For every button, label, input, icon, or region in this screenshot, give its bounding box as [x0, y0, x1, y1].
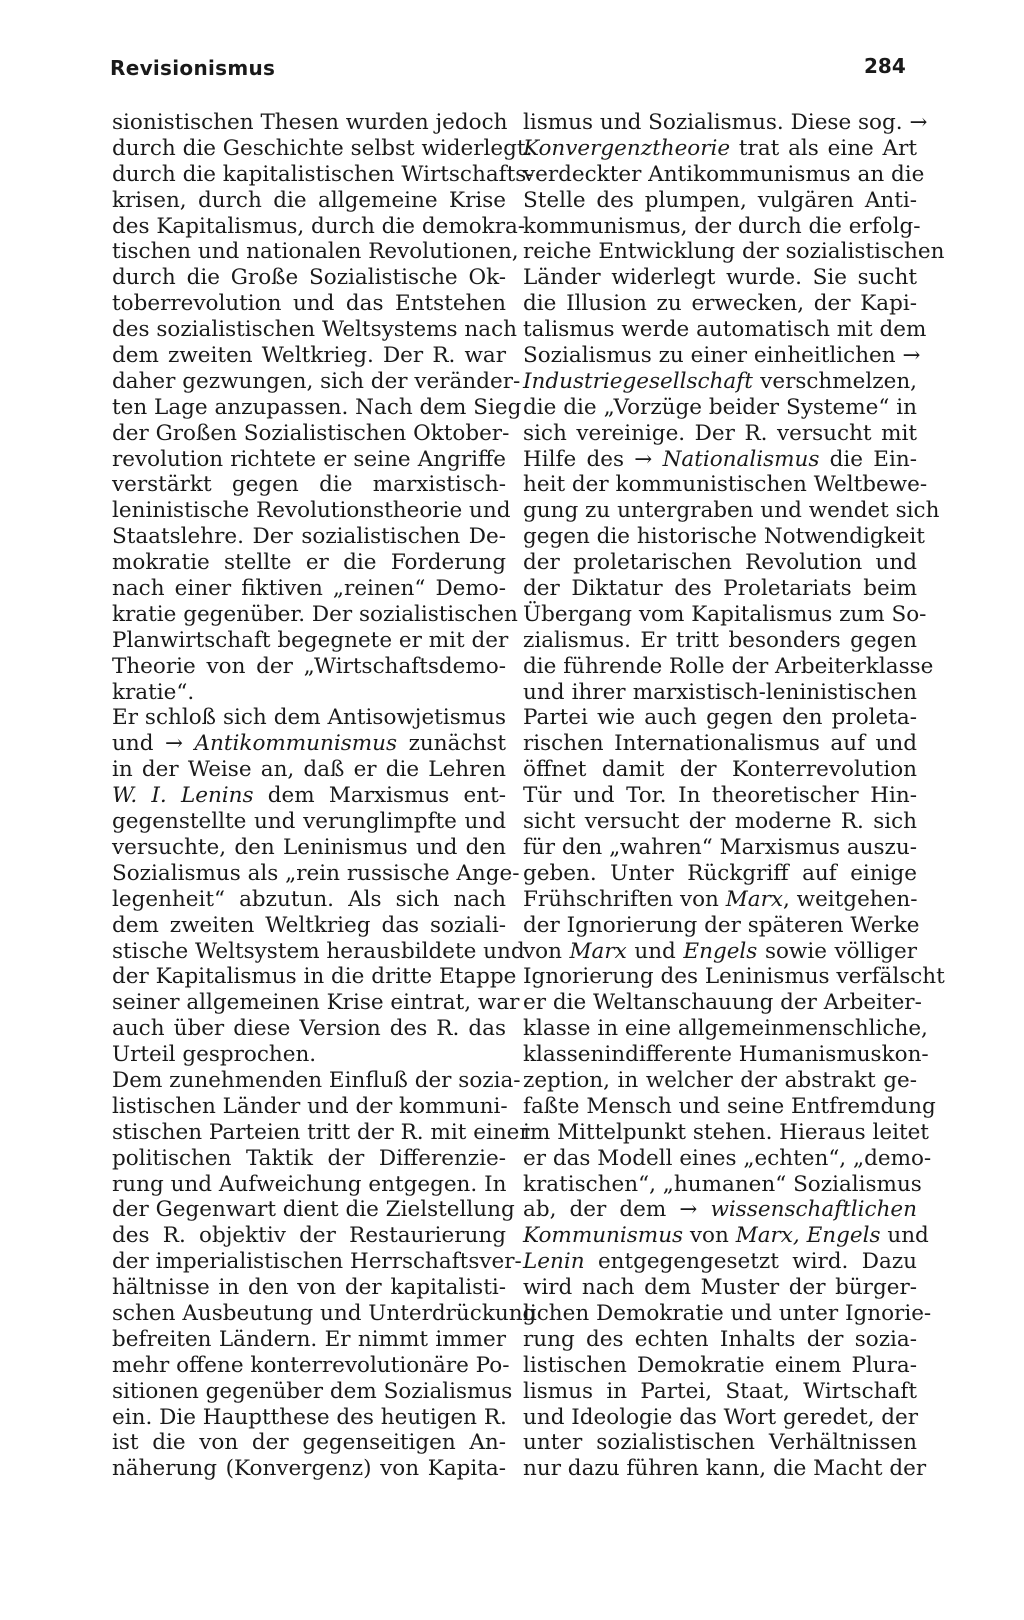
text-line: [523, 887, 917, 913]
text-line: [523, 524, 925, 550]
text-segment: Dem zunehmenden Einfluß der sozia-: [112, 1067, 521, 1093]
text-segment: faßte Mensch und seine Entfremdung: [523, 1093, 936, 1119]
text-line: [112, 887, 506, 913]
text-line: [523, 1405, 917, 1431]
text-line: [112, 654, 506, 680]
text-segment: listischen Demokratie einem Plura-: [523, 1352, 917, 1378]
text-segment: und: [880, 1223, 929, 1249]
text-line: [112, 783, 506, 809]
text-segment: des Kapitalismus, durch die demokra-: [112, 213, 526, 239]
text-line: [112, 680, 506, 706]
text-line: [112, 1300, 537, 1327]
text-line: [112, 239, 519, 265]
text-segment: näherung (Konvergenz) von Kapita-: [112, 1456, 506, 1482]
text-line: [112, 809, 506, 835]
text-segment: [697, 1197, 710, 1222]
text-line: [523, 110, 928, 136]
text-segment: klasse in eine allgemeinmenschliche,: [523, 1016, 928, 1042]
text-segment: unter sozialistischen Verhältnissen: [523, 1430, 917, 1456]
text-segment: und ihrer marxistisch-leninistischen: [523, 679, 917, 705]
text-segment: legenheit“ abzutun. Als sich nach: [112, 886, 506, 912]
text-line: [523, 1171, 922, 1198]
text-segment: ab, der dem: [523, 1197, 680, 1223]
text-segment: stischen Parteien tritt der R. mit einer: [112, 1119, 530, 1145]
text-segment: rung und Aufweichung entgegen. In: [112, 1171, 507, 1197]
text-segment: er die Weltanschauung der Arbeiter-: [523, 990, 922, 1016]
text-line: [523, 1223, 929, 1249]
text-segment: durch die Große Sozialistische Ok-: [112, 265, 506, 291]
running-head: Revisionismus: [110, 56, 276, 80]
text-segment: sowie völliger: [757, 938, 917, 964]
text-line: [112, 1327, 506, 1353]
text-segment: Urteil gesprochen.: [112, 1042, 317, 1068]
text-line: [523, 1119, 929, 1146]
cross-reference-term: Antikommunismus: [194, 731, 398, 757]
text-line: [112, 472, 506, 498]
text-line: [523, 1379, 917, 1405]
text-line: [523, 369, 917, 395]
text-line: [523, 1327, 917, 1353]
text-line: [112, 1067, 521, 1094]
text-segment: sich vereinige. Der R. versucht mit: [523, 420, 917, 446]
text-segment: dem zweiten Weltkrieg. Der R. war: [112, 343, 506, 369]
text-segment: sicht versucht der moderne R. sich: [523, 809, 917, 835]
text-line: [523, 835, 917, 861]
cross-reference-term: Kommunismus: [523, 1223, 684, 1249]
text-line: [112, 1456, 506, 1482]
text-line: [523, 601, 927, 628]
text-line: [112, 343, 506, 369]
text-line: [523, 1197, 917, 1223]
text-line: [112, 1352, 510, 1379]
text-line: [112, 394, 522, 421]
text-segment: geben. Unter Rückgriff auf einige: [523, 860, 917, 886]
text-line: [523, 550, 917, 576]
text-line: [523, 498, 940, 524]
text-line: [523, 317, 927, 343]
text-line: [112, 265, 506, 291]
text-segment: zeption, in welcher der abstrakt ge-: [523, 1067, 917, 1093]
text-segment: kratie“.: [112, 679, 195, 705]
text-segment: revolution richtete er seine Angriffe: [112, 446, 506, 472]
cross-reference-term: Marx: [725, 886, 783, 912]
text-segment: Tür und Tor. In theoretischer Hin-: [523, 783, 917, 809]
text-line: [112, 1146, 506, 1172]
text-segment: im Mittelpunkt stehen. Hieraus leitet: [523, 1119, 929, 1145]
text-line: [112, 1249, 522, 1275]
text-segment: von: [683, 1223, 736, 1249]
text-line: [523, 1249, 917, 1275]
text-line: [112, 1094, 506, 1120]
text-line: [112, 835, 506, 861]
text-line: [523, 861, 917, 887]
text-line: [112, 990, 520, 1016]
text-line: [523, 731, 917, 757]
text-segment: heit der kommunistischen Weltbewe-: [523, 472, 928, 498]
left-text-column: [112, 110, 537, 1482]
text-segment: Hilfe des: [523, 446, 635, 472]
text-line: [523, 1016, 928, 1042]
text-segment: daher gezwungen, sich der veränder-: [112, 368, 521, 394]
text-segment: versuchte, den Leninismus und den: [112, 834, 506, 860]
text-line: [112, 627, 509, 654]
text-segment: die Illusion zu erwecken, der Kapi-: [523, 291, 917, 317]
text-line: [523, 628, 917, 654]
text-segment: der proletarischen Revolution und: [523, 550, 917, 576]
text-segment: ein. Die Hauptthese des heutigen R.: [112, 1404, 507, 1430]
text-segment: gegenstellte und verunglimpfte und: [112, 809, 506, 835]
text-segment: sionistischen Thesen wurden jedoch: [112, 110, 508, 135]
text-segment: der Ignorierung der späteren Werke: [523, 912, 920, 938]
text-segment: [183, 731, 195, 756]
text-line: [112, 576, 506, 602]
text-segment: lismus in Partei, Staat, Wirtschaft: [523, 1378, 917, 1404]
text-line: [112, 368, 521, 395]
text-line: [523, 421, 917, 447]
text-segment: nach einer fiktiven „reinen“ Demo-: [112, 576, 506, 602]
text-segment: kratischen“, „humanen“ Sozialismus: [523, 1171, 922, 1197]
text-segment: stische Weltsystem herausbildete und: [112, 938, 525, 964]
text-segment: schen Ausbeutung und Unterdrückung: [112, 1300, 537, 1326]
text-line: [112, 524, 506, 550]
cross-reference-term: Industriegesellschaft: [523, 368, 753, 394]
text-line: [112, 705, 506, 731]
text-segment: hältnisse in den von der kapitalisti-: [112, 1275, 506, 1301]
text-segment: für den „wahren“ Marxismus auszu-: [523, 834, 917, 860]
text-line: [112, 938, 525, 965]
text-segment: rischen Internationalismus auf und: [523, 731, 917, 757]
text-segment: die Ein-: [819, 446, 917, 472]
text-line: [523, 447, 917, 473]
text-segment: Übergang vom Kapitalismus zum So-: [523, 601, 927, 627]
text-line: [523, 472, 928, 498]
text-line: [523, 1353, 917, 1379]
text-line: [523, 1068, 917, 1094]
cross-reference-term: wissenschaftlichen: [710, 1197, 917, 1223]
text-line: [523, 136, 917, 162]
text-line: [112, 860, 520, 887]
text-line: [112, 1378, 513, 1405]
cross-reference-term: W. I. Lenins: [112, 783, 254, 809]
text-segment: leninistische Revolutionstheorie und: [112, 498, 511, 524]
cross-reference-arrow-icon: →: [909, 110, 928, 135]
text-line: [112, 317, 517, 343]
text-line: [523, 161, 925, 188]
text-line: [112, 420, 510, 447]
text-segment: und Ideologie das Wort geredet, der: [523, 1404, 919, 1430]
text-segment: mehr offene konterrevolutionäre Po-: [112, 1352, 510, 1378]
text-segment: talismus werde automatisch mit dem: [523, 317, 927, 343]
text-line: [112, 1197, 515, 1223]
text-line: [112, 731, 506, 757]
text-segment: verstärkt gegen die marxistisch-: [112, 472, 506, 498]
cross-reference-term: Nationalismus: [662, 446, 820, 472]
text-line: [112, 291, 506, 317]
cross-reference-term: Marx: [569, 938, 627, 964]
text-line: [523, 1042, 929, 1068]
text-line: [523, 1093, 936, 1120]
text-segment: wird nach dem Muster der bürger-: [523, 1275, 917, 1301]
text-segment: Staatslehre. Der sozialistischen De-: [112, 524, 506, 550]
text-line: [112, 110, 506, 136]
text-segment: tischen und nationalen Revolutionen,: [112, 239, 519, 265]
text-segment: krisen, durch die allgemeine Krise: [112, 187, 506, 213]
text-line: [523, 1145, 932, 1172]
text-line: [112, 1430, 506, 1456]
text-segment: durch die kapitalistischen Wirtschafts-: [112, 161, 534, 187]
text-line: [523, 239, 945, 265]
text-segment: der Diktatur des Proletariats beim: [523, 576, 917, 602]
text-segment: Er schloß sich dem Antisowjetismus: [112, 705, 506, 731]
text-line: [112, 1172, 506, 1198]
cross-reference-arrow-icon: →: [164, 731, 183, 757]
text-line: [523, 188, 917, 214]
text-segment: zunächst: [397, 731, 506, 757]
text-segment: Stelle des plumpen, vulgären Anti-: [523, 187, 917, 213]
text-line: [112, 135, 533, 162]
text-line: [523, 990, 922, 1016]
text-segment: der Gegenwart dient die Zielstellung: [112, 1197, 515, 1223]
text-segment: Partei wie auch gegen den proleta-: [523, 705, 917, 731]
text-segment: verschmelzen,: [752, 368, 917, 394]
text-line: [112, 1119, 530, 1146]
text-segment: der Kapitalismus in die dritte Etappe: [112, 964, 517, 990]
text-line: [523, 912, 920, 939]
text-line: [112, 601, 518, 628]
text-segment: kratie gegenüber. Der sozialistischen: [112, 601, 518, 627]
text-segment: und: [626, 938, 684, 964]
text-line: [112, 757, 506, 783]
text-line: [523, 576, 917, 602]
text-segment: toberrevolution und das Entstehen: [112, 291, 506, 317]
text-segment: auch über diese Version des R. das: [112, 1016, 506, 1042]
cross-reference-arrow-icon: →: [634, 446, 653, 472]
text-segment: seiner allgemeinen Krise eintrat, war: [112, 990, 520, 1016]
text-line: [112, 1016, 506, 1042]
text-segment: trat als eine Art: [730, 135, 917, 161]
text-segment: dem zweiten Weltkrieg das soziali-: [112, 912, 506, 938]
text-segment: kommunismus, der durch die erfolg-: [523, 213, 921, 239]
right-text-column: [523, 110, 945, 1482]
text-segment: der Großen Sozialistischen Oktober-: [112, 420, 510, 446]
text-segment: die die „Vorzüge beider Systeme“ in: [523, 394, 917, 420]
text-line: [112, 1223, 506, 1249]
text-segment: Länder widerlegt wurde. Sie sucht: [523, 265, 917, 291]
text-segment: in der Weise an, daß er die Lehren: [112, 757, 506, 783]
text-line: [112, 213, 526, 240]
text-line: [112, 1042, 506, 1068]
text-line: [523, 265, 917, 291]
text-line: [112, 913, 506, 939]
text-segment: Theorie von der „Wirtschaftsdemo-: [112, 653, 506, 679]
text-segment: Sozialismus zu einer einheitlichen: [523, 343, 903, 369]
text-segment: klassenindifferente Humanismuskon-: [523, 1042, 929, 1068]
text-segment: des sozialistischen Weltsystems nach: [112, 317, 517, 343]
text-line: [523, 343, 921, 369]
text-segment: gegen die historische Notwendigkeit: [523, 524, 925, 550]
text-segment: sitionen gegenüber dem Sozialismus: [112, 1378, 513, 1404]
cross-reference-arrow-icon: →: [902, 343, 921, 369]
text-segment: nur dazu führen kann, die Macht der: [523, 1456, 927, 1482]
text-segment: dem Marxismus ent-: [253, 783, 506, 809]
text-segment: reiche Entwicklung der sozialistischen: [523, 239, 945, 265]
text-line: [523, 395, 917, 421]
text-line: [523, 213, 921, 240]
text-segment: von: [523, 938, 570, 964]
text-segment: rung des echten Inhalts der sozia-: [523, 1326, 917, 1352]
cross-reference-term: Marx, Engels: [735, 1223, 881, 1249]
text-line: [523, 757, 917, 783]
text-line: [523, 1430, 917, 1456]
text-line: [523, 939, 917, 965]
text-segment: er das Modell eines „echten“, „demo-: [523, 1145, 932, 1171]
text-line: [523, 291, 917, 317]
text-line: [523, 964, 945, 990]
text-segment: ist die von der gegenseitigen An-: [112, 1430, 506, 1456]
cross-reference-term: Engels: [683, 938, 758, 964]
text-segment: Planwirtschaft begegnete er mit der: [112, 627, 509, 653]
text-line: [112, 964, 517, 990]
cross-reference-term: Lenin: [523, 1249, 585, 1275]
text-segment: befreiten Ländern. Er nimmt immer: [112, 1326, 506, 1352]
text-line: [112, 1275, 506, 1301]
text-segment: der imperialistischen Herrschaftsver-: [112, 1249, 522, 1275]
text-line: [523, 653, 934, 680]
text-segment: , weitgehen-: [783, 886, 918, 912]
text-segment: öffnet damit der Konterrevolution: [523, 757, 917, 783]
text-line: [112, 498, 511, 524]
text-line: [112, 188, 506, 214]
text-segment: listischen Länder und der kommuni-: [112, 1093, 508, 1119]
cross-reference-term: Konvergenztheorie: [523, 135, 731, 161]
text-line: [523, 1300, 932, 1327]
text-segment: und: [112, 731, 165, 757]
text-segment: die führende Rolle der Arbeiterklasse: [523, 653, 934, 679]
text-segment: entgegengesetzt wird. Dazu: [584, 1249, 917, 1275]
page-number: 284: [864, 54, 906, 78]
text-line: [112, 1405, 506, 1431]
text-line: [112, 447, 506, 473]
text-segment: mokratie stellte er die Forderung: [112, 550, 506, 576]
text-segment: zialismus. Er tritt besonders gegen: [523, 627, 917, 653]
text-segment: des R. objektiv der Restaurierung: [112, 1223, 506, 1249]
text-segment: Frühschriften von: [523, 886, 726, 912]
text-line: [523, 705, 917, 731]
text-segment: gung zu untergraben und wendet sich: [523, 498, 940, 524]
text-line: [523, 783, 917, 809]
text-line: [523, 1456, 927, 1482]
text-segment: lismus und Sozialismus. Diese sog.: [523, 110, 910, 135]
text-segment: ten Lage anzupassen. Nach dem Sieg: [112, 394, 522, 420]
text-line: [112, 550, 506, 576]
cross-reference-arrow-icon: →: [679, 1197, 698, 1223]
text-segment: Ignorierung des Leninismus verfälscht: [523, 964, 945, 990]
text-segment: politischen Taktik der Differenzie-: [112, 1145, 506, 1171]
text-segment: lichen Demokratie und unter Ignorie-: [523, 1300, 932, 1326]
text-line: [523, 809, 917, 835]
text-line: [523, 1275, 917, 1301]
text-segment: Sozialismus als „rein russische Ange-: [112, 860, 520, 886]
text-line: [112, 161, 534, 188]
text-line: [523, 680, 917, 706]
text-segment: [652, 447, 662, 472]
text-segment: verdeckter Antikommunismus an die: [523, 161, 925, 187]
text-segment: durch die Geschichte selbst widerlegt:: [112, 135, 533, 161]
